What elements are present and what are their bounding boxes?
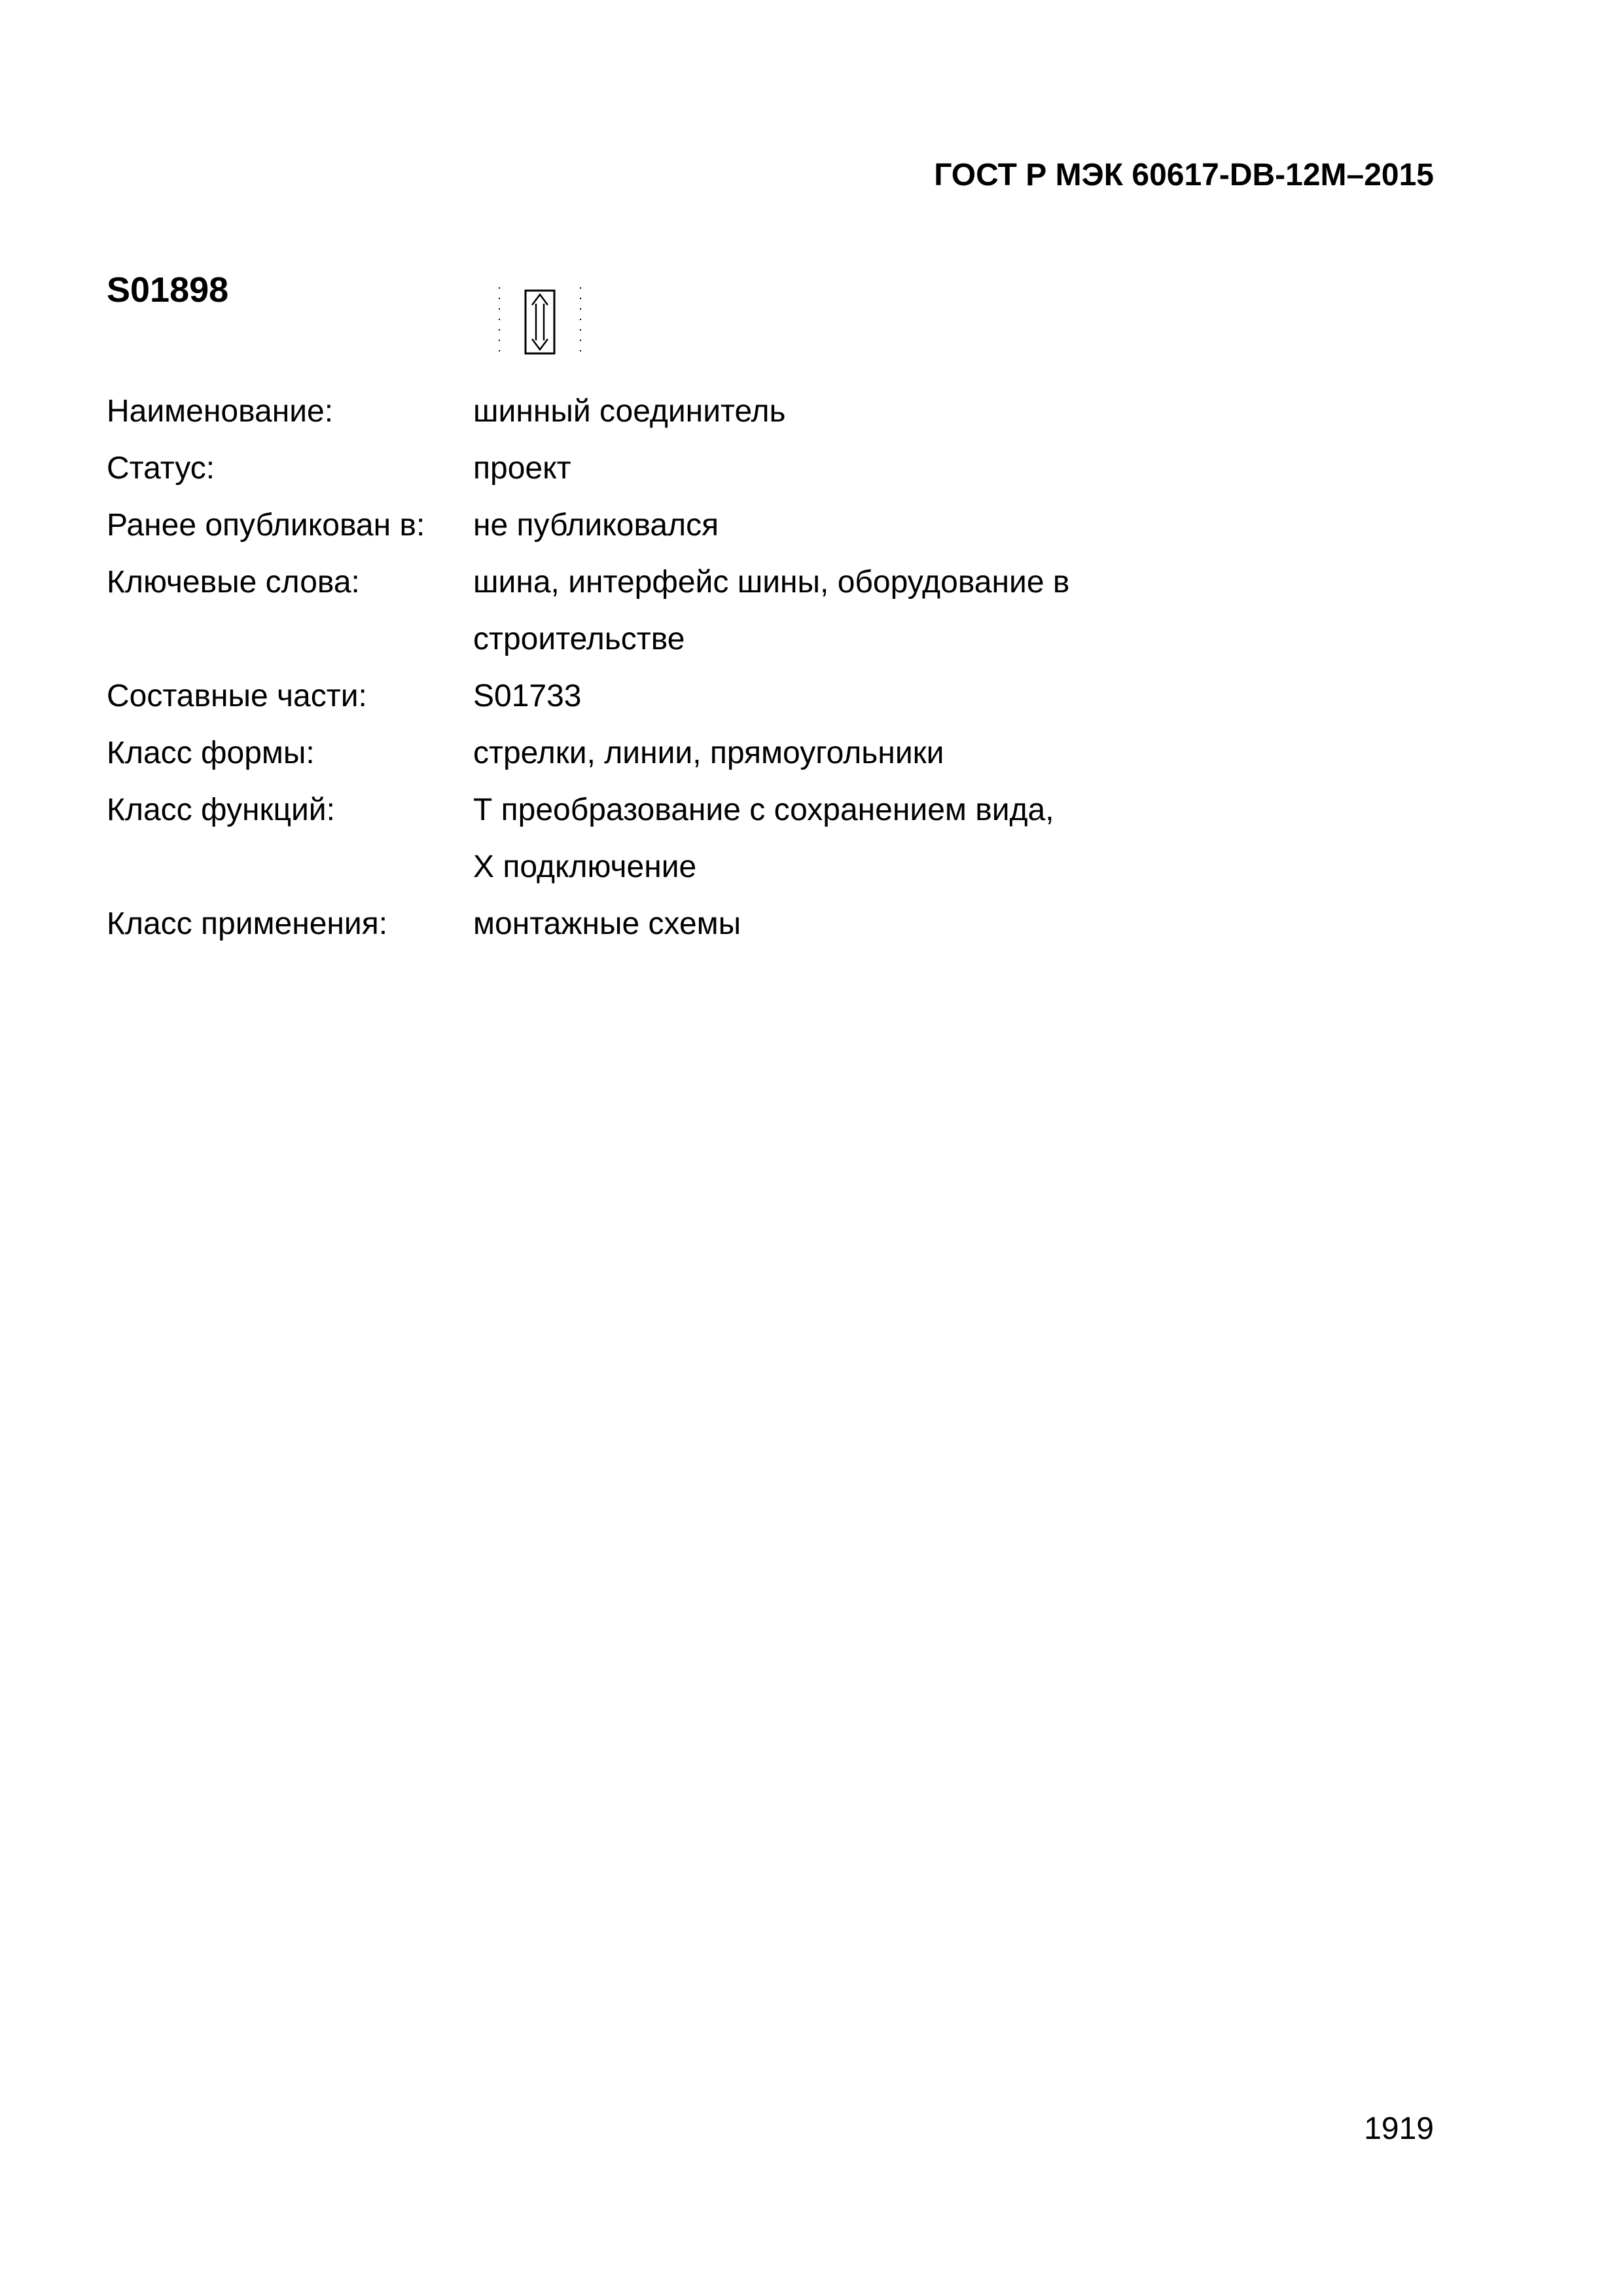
property-value-line: стрелки, линии, прямоугольники	[473, 736, 944, 770]
property-label: Класс функций:	[107, 793, 335, 827]
property-value-line: строительстве	[473, 622, 685, 656]
page-number: 1919	[1364, 2111, 1434, 2146]
symbol-id: S01898	[107, 270, 229, 310]
property-value	[473, 497, 1285, 554]
symbol-properties	[107, 383, 1285, 952]
property-row	[107, 895, 1285, 952]
property-label: Класс применения:	[107, 906, 388, 941]
property-value-line: не публиковался	[473, 508, 719, 543]
property-value-line: Т преобразование с сохранением вида,	[473, 793, 1054, 827]
property-label: Наименование:	[107, 394, 334, 429]
property-value	[473, 725, 1285, 781]
document-code: ГОСТ Р МЭК 60617-DB-12M–2015	[934, 158, 1434, 192]
property-row	[107, 668, 1285, 725]
property-value-line: шина, интерфейс шины, оборудование в	[473, 565, 1070, 600]
property-label: Ранее опубликован в:	[107, 508, 425, 543]
property-row	[107, 781, 1285, 895]
property-label: Класс формы:	[107, 736, 315, 770]
property-value	[473, 781, 1285, 895]
property-value	[473, 668, 1285, 725]
property-value-line: X подключение	[473, 850, 697, 884]
property-row	[107, 497, 1285, 554]
bus-connector-symbol-icon	[488, 284, 586, 363]
property-label: Статус:	[107, 451, 215, 486]
property-value	[473, 440, 1285, 497]
property-value	[473, 383, 1285, 440]
property-value-line: шинный соединитель	[473, 394, 786, 429]
property-row	[107, 554, 1285, 668]
property-value	[473, 895, 1285, 952]
property-label: Составные части:	[107, 679, 367, 713]
property-value	[473, 554, 1285, 668]
property-value-line: S01733	[473, 679, 582, 713]
property-value-line: проект	[473, 451, 571, 486]
property-row	[107, 725, 1285, 781]
property-value-line: монтажные схемы	[473, 906, 741, 941]
property-row	[107, 383, 1285, 440]
property-row	[107, 440, 1285, 497]
property-label: Ключевые слова:	[107, 565, 360, 600]
